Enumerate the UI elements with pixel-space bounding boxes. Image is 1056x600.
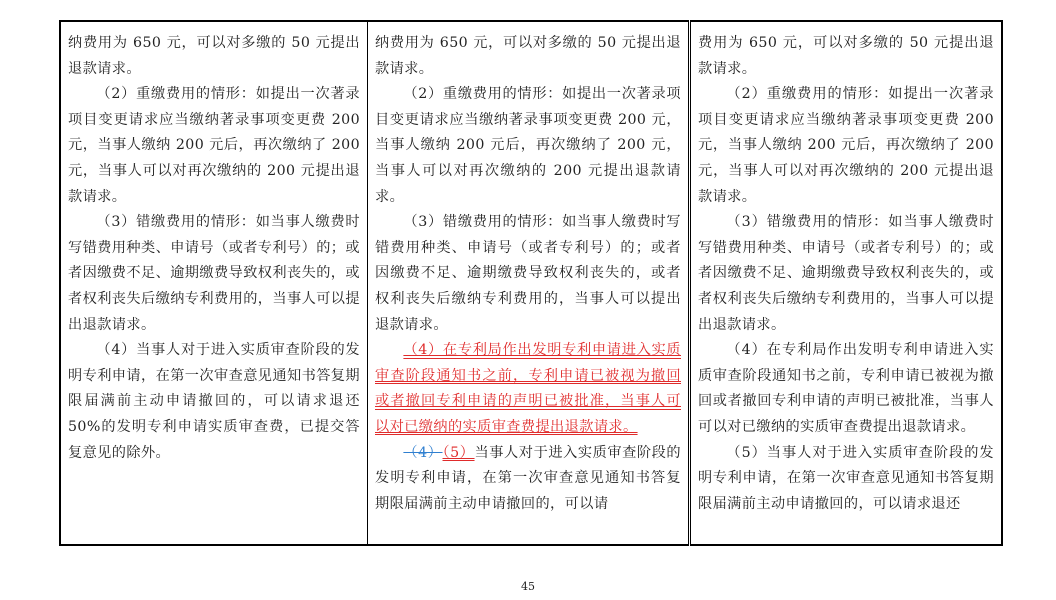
paragraph-withdrawal-refund: （4）当事人对于进入实质审查阶段的发明专利申请，在第一次审查意见通知书答复期限届满前主动申请撤回的，可以请求退还 50%的发明专利申请实质审查费，已提交答复意见的除外。	[68, 342, 360, 461]
inserted-text: （4）在专利局作出发明专利申请进入实质审查阶段通知书之前，专利申请已被视为撤回或者撤回专利申请的声明已被批准，当事人可以对已缴纳的实质审查费提出退款请求。	[375, 342, 681, 435]
paragraph-overpayment-tail: 费用为 650 元，可以对多缴的 50 元提出退款请求。	[698, 35, 994, 77]
paragraph-inserted-exam-fee-refund	[375, 338, 681, 440]
paragraph-renumbered-withdrawal	[375, 441, 681, 518]
comparison-table	[59, 20, 1003, 546]
paragraph-wrong-payment: （3）错缴费用的情形：如当事人缴费时写错费用种类、申请号（或者专利号）的；或者因缴费不足、逾期缴费导致权利丧失的，或者权利丧失后缴纳专利费用的，当事人可以提出退款请求。	[698, 214, 994, 333]
inserted-number: （5）	[442, 444, 475, 461]
paragraph-text: 当事人对于进入实质审查阶段的发明专利申请，在第一次审查意见通知书答复期限届满前主动申请撤回的，可以请	[375, 444, 681, 512]
page-number: 45	[521, 580, 535, 593]
paragraph-wrong-payment: （3）错缴费用的情形：如当事人缴费时写错费用种类、申请号（或者专利号）的；或者因缴费不足、逾期缴费导致权利丧失的，或者权利丧失后缴纳专利费用的，当事人可以提出退款请求。	[375, 214, 681, 333]
original-text-column	[60, 21, 368, 545]
paragraph-duplicate-payment: （2）重缴费用的情形：如提出一次著录项目变更请求应当缴纳著录事项变更费 200 元，当事人缴纳 200 元后，再次缴纳了 200 元，当事人可以对再次缴纳的 200 元提出退款请求。	[375, 86, 681, 205]
paragraph-wrong-payment: （3）错缴费用的情形：如当事人缴费时写错费用种类、申请号（或者专利号）的；或者因缴费不足、逾期缴费导致权利丧失的，或者权利丧失后缴纳专利费用的，当事人可以提出退款请求。	[68, 214, 360, 333]
paragraph-exam-fee-refund: （4）在专利局作出发明专利申请进入实质审查阶段通知书之前，专利申请已被视为撤回或者撤回专利申请的声明已被批准，当事人可以对已缴纳的实质审查费提出退款请求。	[698, 342, 994, 435]
paragraph-overpayment-tail: 纳费用为 650 元，可以对多缴的 50 元提出退款请求。	[375, 35, 681, 77]
table-row	[60, 21, 1002, 545]
paragraph-duplicate-payment: （2）重缴费用的情形：如提出一次著录项目变更请求应当缴纳著录事项变更费 200 元，当事人缴纳 200 元后，再次缴纳了 200 元，当事人可以对再次缴纳的 200 元提出退款请求。	[68, 86, 360, 205]
markup-column	[368, 21, 690, 545]
revised-text-column	[690, 21, 1003, 545]
paragraph-overpayment-tail: 纳费用为 650 元，可以对多缴的 50 元提出退款请求。	[68, 35, 360, 77]
deleted-number: （4）	[403, 444, 443, 461]
paragraph-duplicate-payment: （2）重缴费用的情形：如提出一次著录项目变更请求应当缴纳著录事项变更费 200 元，当事人缴纳 200 元后，再次缴纳了 200 元，当事人可以对再次缴纳的 200 元提出退款请求。	[698, 86, 994, 205]
paragraph-withdrawal-refund: （5）当事人对于进入实质审查阶段的发明专利申请，在第一次审查意见通知书答复期限届满前主动申请撤回的，可以请求退还	[698, 444, 994, 512]
